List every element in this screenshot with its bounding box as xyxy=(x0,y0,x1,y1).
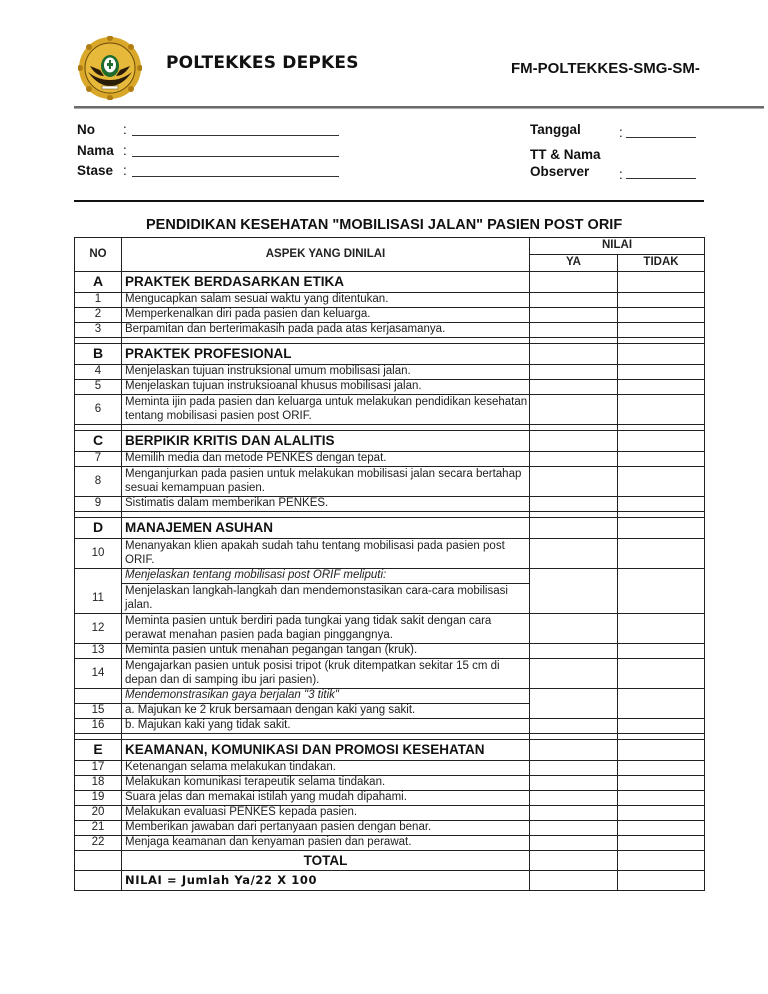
table-row xyxy=(75,539,705,569)
header-tidak: TIDAK xyxy=(618,255,705,272)
tidak-cell[interactable] xyxy=(618,569,705,614)
item-number: 22 xyxy=(75,836,122,851)
table-row xyxy=(75,293,705,308)
nama-input[interactable] xyxy=(132,145,339,157)
tanggal-input[interactable] xyxy=(626,126,696,138)
tidak-cell[interactable] xyxy=(618,323,705,338)
item-number: 3 xyxy=(75,323,122,338)
item-number: 5 xyxy=(75,380,122,395)
ya-cell[interactable] xyxy=(530,776,618,791)
evaluation-table xyxy=(74,237,705,891)
item-number: 18 xyxy=(75,776,122,791)
ya-cell[interactable] xyxy=(530,467,618,497)
score-tidak-cell[interactable] xyxy=(618,871,705,891)
section-row-b xyxy=(75,344,705,365)
header-aspek: ASPEK YANG DINILAI xyxy=(122,238,530,272)
item-text: Mengucapkan salam sesuai waktu yang ditentukan. xyxy=(122,293,530,308)
field-observer-label-line2: Observer xyxy=(530,164,590,179)
ya-cell[interactable] xyxy=(530,836,618,851)
item-text: Sistimatis dalam memberikan PENKES. xyxy=(122,497,530,512)
table-row xyxy=(75,614,705,644)
document-title: PENDIDIKAN KESEHATAN "MOBILISASI JALAN" PASIEN POST ORIF xyxy=(146,217,623,233)
item-number: 4 xyxy=(75,365,122,380)
item-text: Memilih media dan metode PENKES dengan tepat. xyxy=(122,452,530,467)
ya-cell[interactable] xyxy=(530,272,618,293)
table-row xyxy=(75,569,705,584)
field-no-label: No xyxy=(77,122,95,137)
section-title: PRAKTEK PROFESIONAL xyxy=(122,344,530,365)
field-nama xyxy=(77,143,127,158)
section-title: BERPIKIR KRITIS DAN ALALITIS xyxy=(122,431,530,452)
form-code: FM-POLTEKKES-SMG-SM- xyxy=(511,60,700,77)
field-tanggal-label: Tanggal xyxy=(530,122,581,137)
tidak-cell[interactable] xyxy=(618,518,705,539)
table-row xyxy=(75,659,705,689)
table-row xyxy=(75,365,705,380)
tidak-cell[interactable] xyxy=(618,776,705,791)
total-ya-cell[interactable] xyxy=(530,851,618,871)
item-text: Melakukan komunikasi terapeutik selama tindakan. xyxy=(122,776,530,791)
tidak-cell[interactable] xyxy=(618,791,705,806)
header-divider xyxy=(74,106,764,109)
item-text: Menjelaskan langkah-langkah dan mendemonstasikan cara-cara mobilisasi jalan. xyxy=(122,584,530,614)
section-code: A xyxy=(75,272,122,293)
tidak-cell[interactable] xyxy=(618,497,705,512)
ya-cell[interactable] xyxy=(530,395,618,425)
section-row-c xyxy=(75,431,705,452)
field-stase-colon: : xyxy=(123,163,127,178)
item-number: 9 xyxy=(75,497,122,512)
ya-cell[interactable] xyxy=(530,308,618,323)
table-row xyxy=(75,644,705,659)
table-row xyxy=(75,497,705,512)
organization-title: POLTEKKES DEPKES xyxy=(166,53,359,73)
ya-cell[interactable] xyxy=(530,380,618,395)
tidak-cell[interactable] xyxy=(618,365,705,380)
field-tanggal-colon: : xyxy=(619,125,623,140)
item-text: Memperkenalkan diri pada pasien dan keluarga. xyxy=(122,308,530,323)
field-observer xyxy=(530,147,623,182)
item-subheading: Menjelaskan tentang mobilisasi post ORIF meliputi: xyxy=(122,569,530,584)
section-row-a xyxy=(75,272,705,293)
item-text: Berpamitan dan berterimakasih pada pada atas kerjasamanya. xyxy=(122,323,530,338)
ya-cell[interactable] xyxy=(530,539,618,569)
tidak-cell[interactable] xyxy=(618,644,705,659)
ya-cell[interactable] xyxy=(530,497,618,512)
field-nama-label: Nama xyxy=(77,143,114,158)
item-number: 17 xyxy=(75,761,122,776)
tidak-cell[interactable] xyxy=(618,344,705,365)
field-no xyxy=(77,122,127,137)
table-header-row xyxy=(75,238,705,255)
tidak-cell[interactable] xyxy=(618,467,705,497)
section-code: B xyxy=(75,344,122,365)
table-row xyxy=(75,395,705,425)
item-text: Menjelaskan tujuan instruksioanal khusus mobilisasi jalan. xyxy=(122,380,530,395)
ya-cell[interactable] xyxy=(530,293,618,308)
item-number: 13 xyxy=(75,644,122,659)
item-text: Menjaga keamanan dan kenyaman pasien dan perawat. xyxy=(122,836,530,851)
item-text: Ketenangan selama melakukan tindakan. xyxy=(122,761,530,776)
item-number: 8 xyxy=(75,467,122,497)
ya-cell[interactable] xyxy=(530,740,618,761)
section-title: PRAKTEK BERDASARKAN ETIKA xyxy=(122,272,530,293)
tidak-cell[interactable] xyxy=(618,836,705,851)
tidak-cell[interactable] xyxy=(618,395,705,425)
formula-no-cell xyxy=(75,871,122,891)
section-row-d xyxy=(75,518,705,539)
item-number: 1 xyxy=(75,293,122,308)
score-formula: NILAI = Jumlah Ya/22 X 100 xyxy=(122,871,530,891)
ya-cell[interactable] xyxy=(530,791,618,806)
score-ya-cell[interactable] xyxy=(530,871,618,891)
tidak-cell[interactable] xyxy=(618,380,705,395)
table-row xyxy=(75,776,705,791)
tidak-cell[interactable] xyxy=(618,806,705,821)
tidak-cell[interactable] xyxy=(618,659,705,689)
tidak-cell[interactable] xyxy=(618,614,705,644)
observer-input[interactable] xyxy=(626,167,696,179)
item-number: 12 xyxy=(75,614,122,644)
ya-cell[interactable] xyxy=(530,644,618,659)
tidak-cell[interactable] xyxy=(618,272,705,293)
field-observer-label-line1: TT & Nama xyxy=(530,147,601,162)
ya-cell[interactable] xyxy=(530,344,618,365)
tidak-cell[interactable] xyxy=(618,719,705,734)
item-text: b. Majukan kaki yang tidak sakit. xyxy=(122,719,530,734)
tidak-cell[interactable] xyxy=(618,821,705,836)
header-no: NO xyxy=(75,238,122,272)
item-number: 10 xyxy=(75,539,122,569)
item-text: Melakukan evaluasi PENKES kepada pasien. xyxy=(122,806,530,821)
tidak-cell[interactable] xyxy=(618,308,705,323)
tidak-cell[interactable] xyxy=(618,293,705,308)
ya-cell[interactable] xyxy=(530,365,618,380)
item-text: Memberikan jawaban dari pertanyaan pasien dengan benar. xyxy=(122,821,530,836)
item-number xyxy=(75,689,122,704)
item-text: Menganjurkan pada pasien untuk melakukan mobilisasi jalan secara bertahap sesuai kemampuan pasien. xyxy=(122,467,530,497)
ya-cell[interactable] xyxy=(530,518,618,539)
ya-cell[interactable] xyxy=(530,821,618,836)
item-text: Meminta pasien untuk menahan pegangan tangan (kruk). xyxy=(122,644,530,659)
field-stase xyxy=(77,163,127,178)
item-number: 21 xyxy=(75,821,122,836)
item-text: Menanyakan klien apakah sudah tahu tentang mobilisasi pada pasien post ORIF. xyxy=(122,539,530,569)
item-number: 20 xyxy=(75,806,122,821)
item-number: 19 xyxy=(75,791,122,806)
table-row xyxy=(75,689,705,704)
field-nama-colon: : xyxy=(123,143,127,158)
table-row xyxy=(75,719,705,734)
table-row xyxy=(75,452,705,467)
table-row xyxy=(75,308,705,323)
tidak-cell[interactable] xyxy=(618,761,705,776)
item-number: 7 xyxy=(75,452,122,467)
ya-cell[interactable] xyxy=(530,689,618,719)
ya-cell[interactable] xyxy=(530,719,618,734)
table-row xyxy=(75,323,705,338)
item-number: 2 xyxy=(75,308,122,323)
total-tidak-cell[interactable] xyxy=(618,851,705,871)
field-tanggal xyxy=(530,122,623,140)
field-stase-label: Stase xyxy=(77,163,114,178)
field-observer-colon: : xyxy=(619,167,623,182)
item-subheading: Mendemonstrasikan gaya berjalan "3 titik" xyxy=(122,689,530,704)
section-title: MANAJEMEN ASUHAN xyxy=(122,518,530,539)
section-code: C xyxy=(75,431,122,452)
table-row xyxy=(75,836,705,851)
score-formula-row xyxy=(75,871,705,891)
header-nilai: NILAI xyxy=(530,238,705,255)
table-row xyxy=(75,821,705,836)
tidak-cell[interactable] xyxy=(618,431,705,452)
fields-divider xyxy=(74,200,704,202)
item-number: 14 xyxy=(75,659,122,689)
item-number: 6 xyxy=(75,395,122,425)
section-title: KEAMANAN, KOMUNIKASI DAN PROMOSI KESEHATAN xyxy=(122,740,530,761)
ya-cell[interactable] xyxy=(530,569,618,614)
table-row xyxy=(75,791,705,806)
no-input[interactable] xyxy=(132,124,339,136)
header-ya: YA xyxy=(530,255,618,272)
ya-cell[interactable] xyxy=(530,806,618,821)
table-row xyxy=(75,467,705,497)
tidak-cell[interactable] xyxy=(618,539,705,569)
item-text: Suara jelas dan memakai istilah yang mudah dipahami. xyxy=(122,791,530,806)
total-row xyxy=(75,851,705,871)
section-row-e xyxy=(75,740,705,761)
ya-cell[interactable] xyxy=(530,452,618,467)
table-row xyxy=(75,380,705,395)
item-number: 16 xyxy=(75,719,122,734)
item-text: Menjelaskan tujuan instruksional umum mobilisasi jalan. xyxy=(122,365,530,380)
tidak-cell[interactable] xyxy=(618,452,705,467)
item-text: a. Majukan ke 2 kruk bersamaan dengan kaki yang sakit. xyxy=(122,704,530,719)
ya-cell[interactable] xyxy=(530,659,618,689)
table-row xyxy=(75,761,705,776)
item-number: 11 xyxy=(75,584,122,614)
tidak-cell[interactable] xyxy=(618,740,705,761)
item-text: Mengajarkan pasien untuk posisi tripot (kruk ditempatkan sekitar 15 cm di depan dan di samping ibu jari pasien). xyxy=(122,659,530,689)
total-label: TOTAL xyxy=(122,851,530,871)
item-number: 15 xyxy=(75,704,122,719)
poltekkes-emblem-icon xyxy=(78,36,142,100)
section-code: D xyxy=(75,518,122,539)
ya-cell[interactable] xyxy=(530,614,618,644)
section-code: E xyxy=(75,740,122,761)
table-row xyxy=(75,806,705,821)
stase-input[interactable] xyxy=(132,165,339,177)
ya-cell[interactable] xyxy=(530,431,618,452)
ya-cell[interactable] xyxy=(530,761,618,776)
ya-cell[interactable] xyxy=(530,323,618,338)
item-number xyxy=(75,569,122,584)
item-text: Meminta pasien untuk berdiri pada tungkai yang tidak sakit dengan cara perawat menahan pasien pada bagian pinggangnya. xyxy=(122,614,530,644)
total-no-cell xyxy=(75,851,122,871)
item-text: Meminta ijin pada pasien dan keluarga untuk melakukan pendidikan kesehatan tentang mobilisasi pasien post ORIF. xyxy=(122,395,530,425)
tidak-cell[interactable] xyxy=(618,689,705,719)
field-no-colon: : xyxy=(123,122,127,137)
